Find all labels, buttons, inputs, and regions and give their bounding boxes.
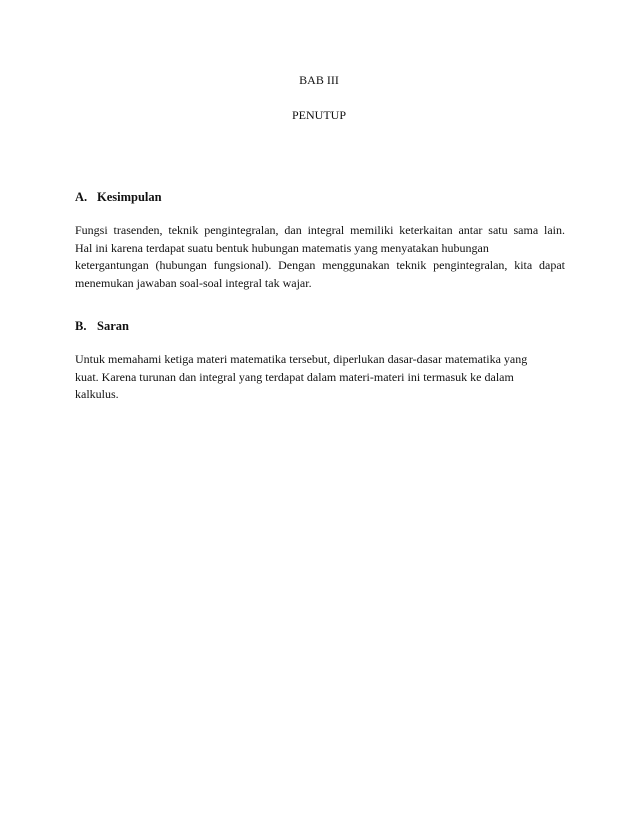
paragraph-line: kalkulus.	[75, 387, 119, 401]
section-number: B.	[75, 319, 87, 333]
section-heading-text: Kesimpulan	[97, 190, 162, 204]
section-heading-text: Saran	[97, 319, 129, 333]
chapter-title-text: PENUTUP	[291, 108, 346, 122]
section-paragraph	[75, 351, 565, 404]
section-heading	[75, 319, 565, 334]
paragraph-line: ketergantungan (hubungan fungsional). Dengan menggunakan teknik pengintegralan, kita dapat	[75, 258, 565, 272]
chapter-label	[0, 73, 638, 88]
chapter-label-text: BAB III	[299, 73, 339, 87]
paragraph-line: Fungsi trasenden, teknik pengintegralan, dan integral memiliki keterkaitan antar satu sama lain.	[75, 223, 565, 237]
section-number: A.	[75, 190, 88, 204]
paragraph-line: Hal ini karena terdapat suatu bentuk hubungan matematis yang menyatakan hubungan	[75, 240, 489, 255]
paragraph-line: kuat. Karena turunan dan integral yang terdapat dalam materi-materi ini termasuk ke dalam	[75, 369, 514, 384]
chapter-title	[0, 108, 638, 123]
section-kesimpulan	[75, 190, 565, 292]
section-paragraph	[75, 222, 565, 292]
section-saran	[75, 319, 565, 404]
paragraph-line: menemukan jawaban soal-soal integral tak wajar.	[75, 275, 312, 290]
section-heading	[75, 190, 565, 205]
paragraph-line: Untuk memahami ketiga materi matematika tersebut, diperlukan dasar-dasar matematika yang	[75, 352, 528, 366]
